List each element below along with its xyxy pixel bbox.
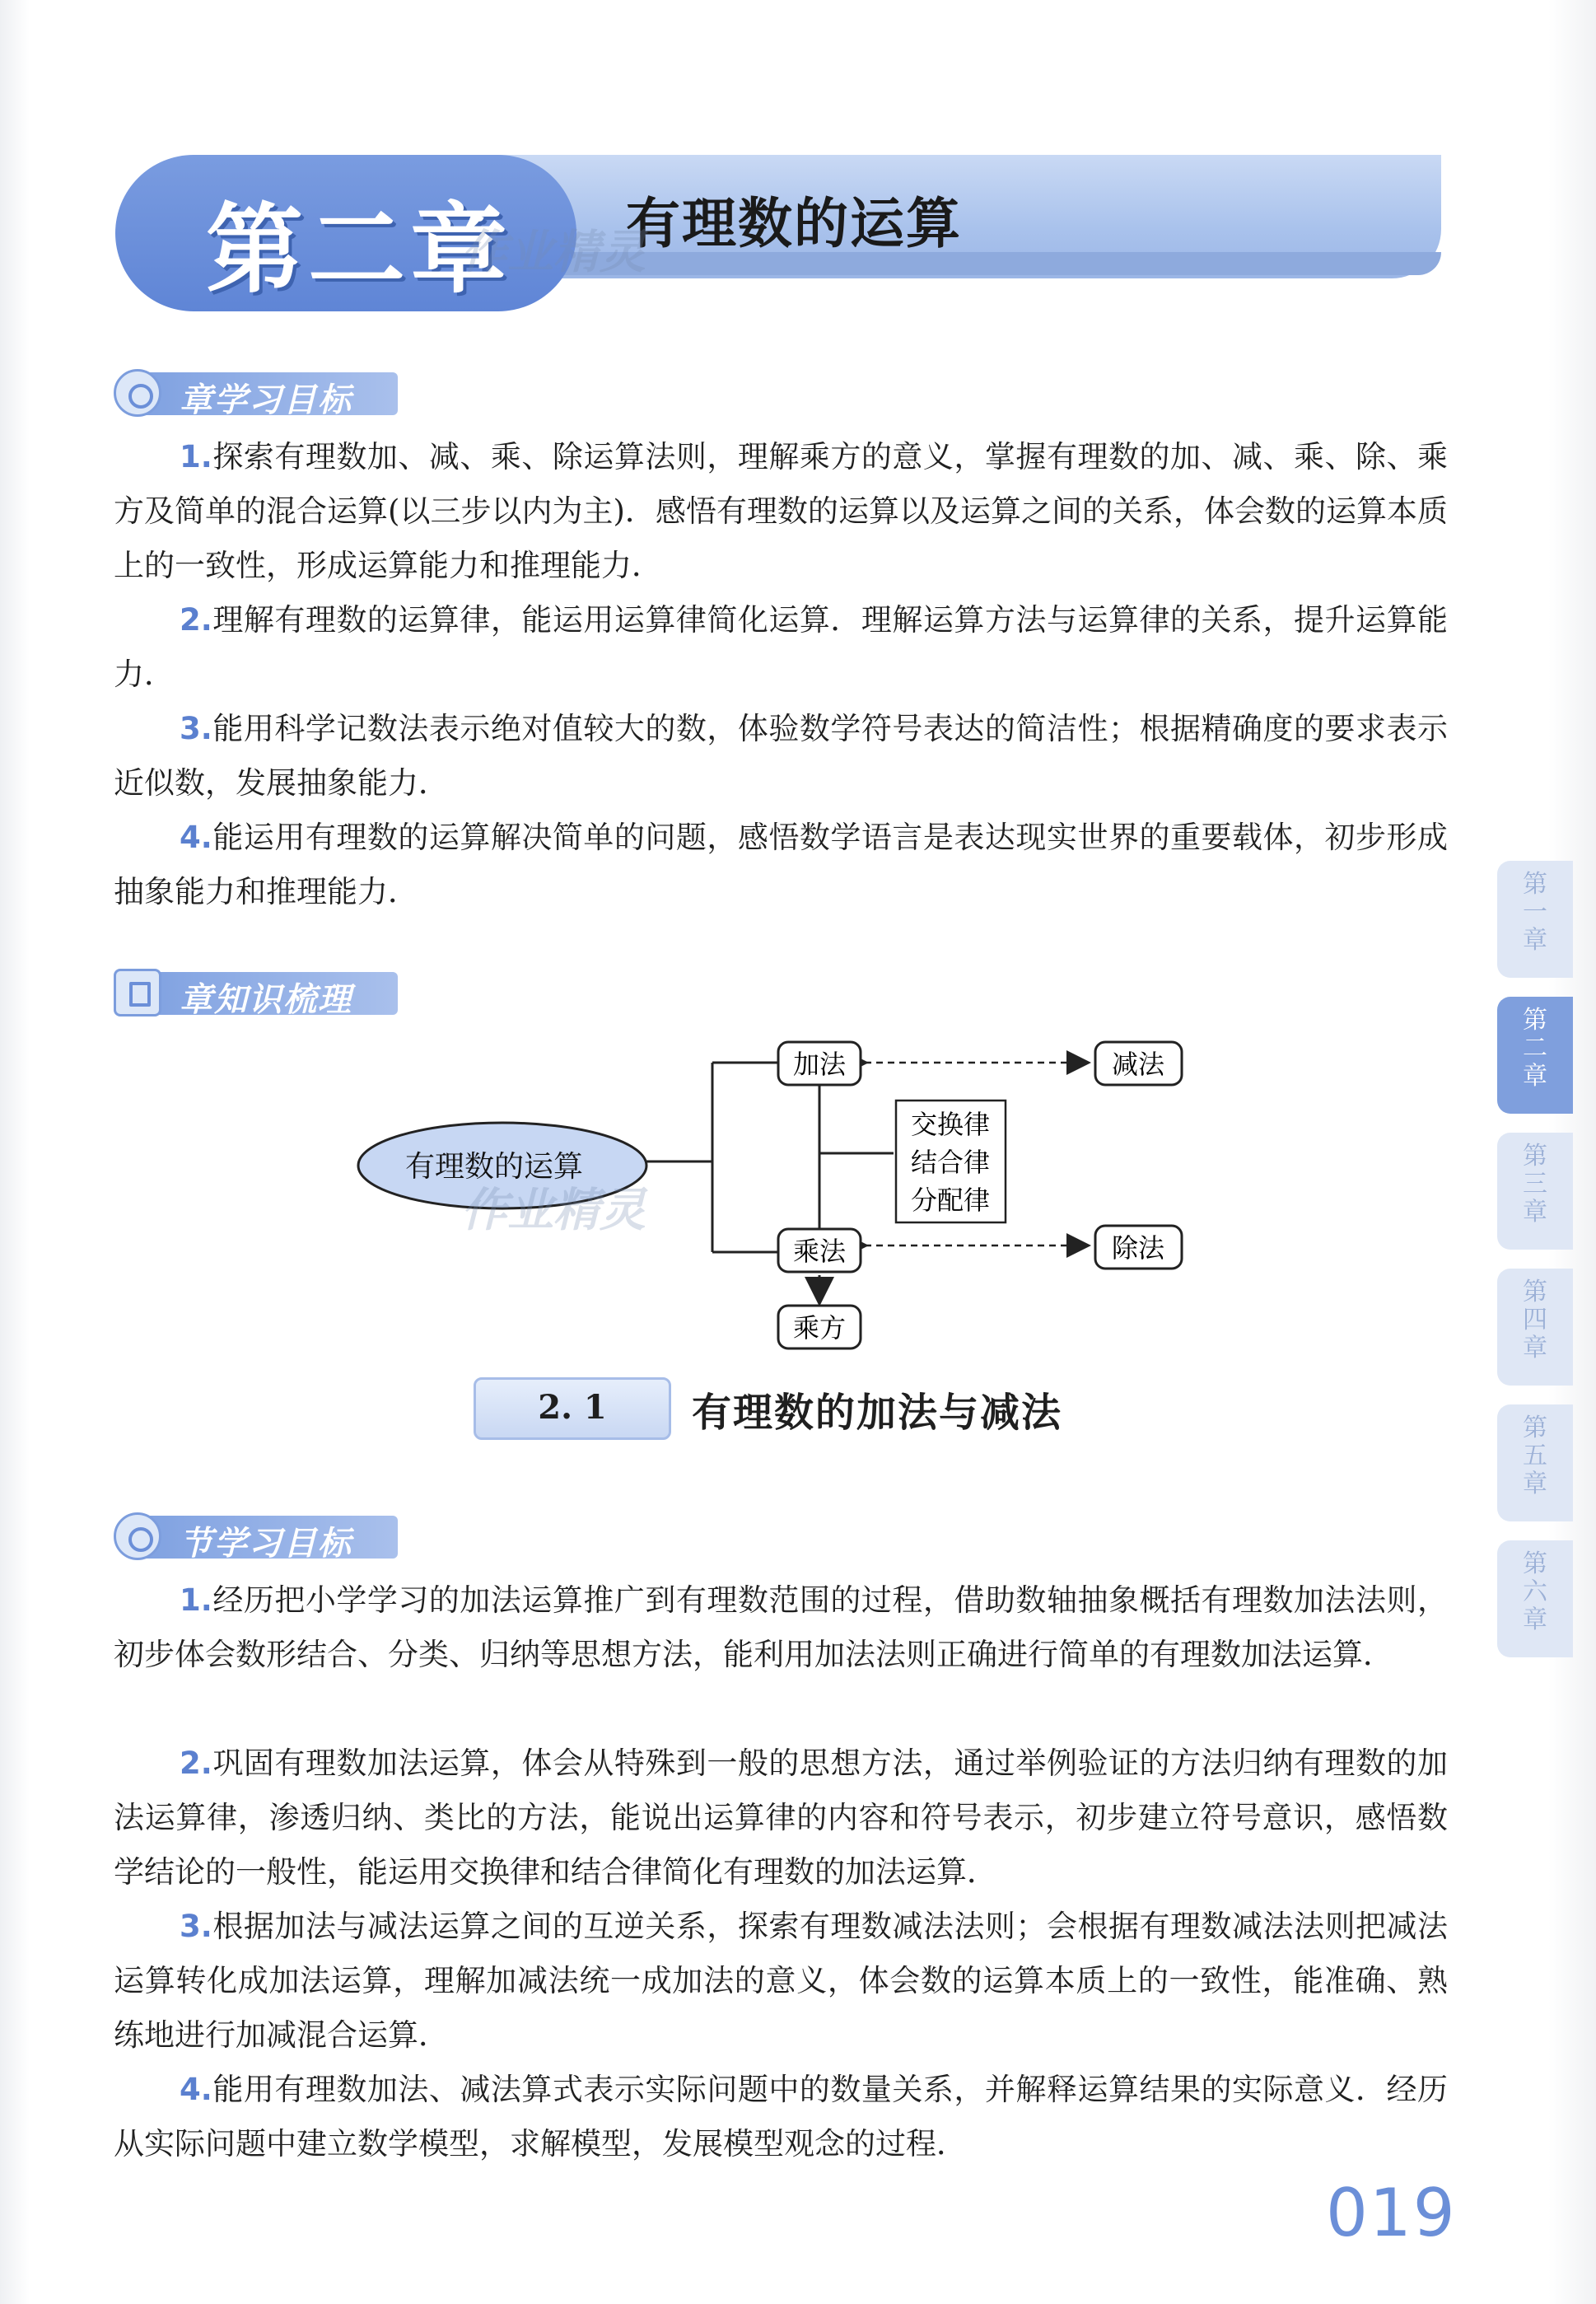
law-commutative: 交换律: [910, 1109, 991, 1140]
watermark-2: 作业精灵: [461, 1184, 646, 1237]
tab-chapter-5[interactable]: 第 五 章: [1497, 1404, 1573, 1521]
chapter-goal-3: 3.能用科学记数法表示绝对值较大的数，体验数学符号表达的简洁性；根据精确度的要求表示近似数，发展抽象能力．: [114, 711, 1448, 801]
chapter-title: 有理数的运算: [626, 191, 962, 255]
multiply-label: 乘法: [792, 1236, 847, 1267]
watermark: 作业精灵: [461, 226, 646, 279]
section-goal-3: 3.根据加法与减法运算之间的互逆关系，探索有理数减法法则；会根据有理数减法法则把减法运算转化成加法运算，理解加减法统一成加法的意义，体会数的运算本质上的一致性，能准确、熟练地进行加减混合运算．: [114, 1909, 1448, 2053]
law-associative: 结合律: [910, 1147, 991, 1178]
target-icon: [114, 1512, 161, 1560]
section-goal-2: 2.巩固有理数加法运算，体会从特殊到一般的思想方法，通过举例验证的方法归纳有理数的加法运算律，渗透归纳、类比的方法，能说出运算律的内容和符号表示，初步建立符号意识，感悟数学结论的一般性，能运用交换律和结合律简化有理数的加法运算．: [114, 1746, 1448, 1890]
tab-chapter-4[interactable]: 第 四 章: [1497, 1269, 1573, 1386]
chapter-goals-header: 章学习目标: [114, 369, 398, 417]
tab-chapter-2[interactable]: 第 二 章: [1497, 997, 1573, 1114]
section-goal-1: 1.经历把小学学习的加法运算推广到有理数范围的过程，借助数轴抽象概括有理数加法法则，初步体会数形结合、分类、归纳等思想方法，能利用加法法则正确进行简单的有理数加法运算．: [114, 1582, 1448, 1672]
root-label: 有理数的运算: [404, 1150, 584, 1184]
divide-label: 除法: [1111, 1232, 1165, 1264]
tab-chapter-3[interactable]: 第 三 章: [1497, 1133, 1573, 1250]
subtract-label: 减法: [1111, 1049, 1165, 1080]
section-title: 有理数的加法与减法: [692, 1390, 1063, 1436]
page-number: 019: [1326, 2175, 1457, 2251]
chapter-goal-4: 4.能运用有理数的运算解决简单的问题，感悟数学语言是表达现实世界的重要载体，初步形成抽象能力和推理能力．: [114, 820, 1448, 909]
law-distributive: 分配律: [910, 1185, 991, 1216]
power-label: 乘方: [792, 1312, 847, 1344]
tab-chapter-1[interactable]: 第 一 章: [1497, 861, 1573, 978]
section-goal-4: 4.能用有理数加法、减法算式表示实际问题中的数量关系，并解释运算结果的实际意义．经历从实际问题中建立数学模型，求解模型，发展模型观念的过程．: [114, 2072, 1448, 2161]
section-goals-header: 节学习目标: [114, 1512, 398, 1560]
tab-chapter-6[interactable]: 第 六 章: [1497, 1540, 1573, 1657]
add-label: 加法: [792, 1049, 847, 1080]
chapter-goal-1: 1.探索有理数加、减、乘、除运算法则，理解乘方的意义，掌握有理数的加、减、乘、除、乘方及简单的混合运算(以三步以内为主)．感悟有理数的运算以及运算之间的关系，体会数的运算本质上的一致性，形成运算能力和推理能力．: [114, 439, 1448, 583]
chapter-goal-2: 2.理解有理数的运算律，能运用运算律简化运算．理解运算方法与运算律的关系，提升运算能力．: [114, 602, 1448, 692]
section-number-badge: 2. 1: [474, 1377, 671, 1440]
knowledge-map-header: 章知识梳理: [114, 969, 398, 1016]
chapter-label: 第二章: [206, 193, 513, 306]
